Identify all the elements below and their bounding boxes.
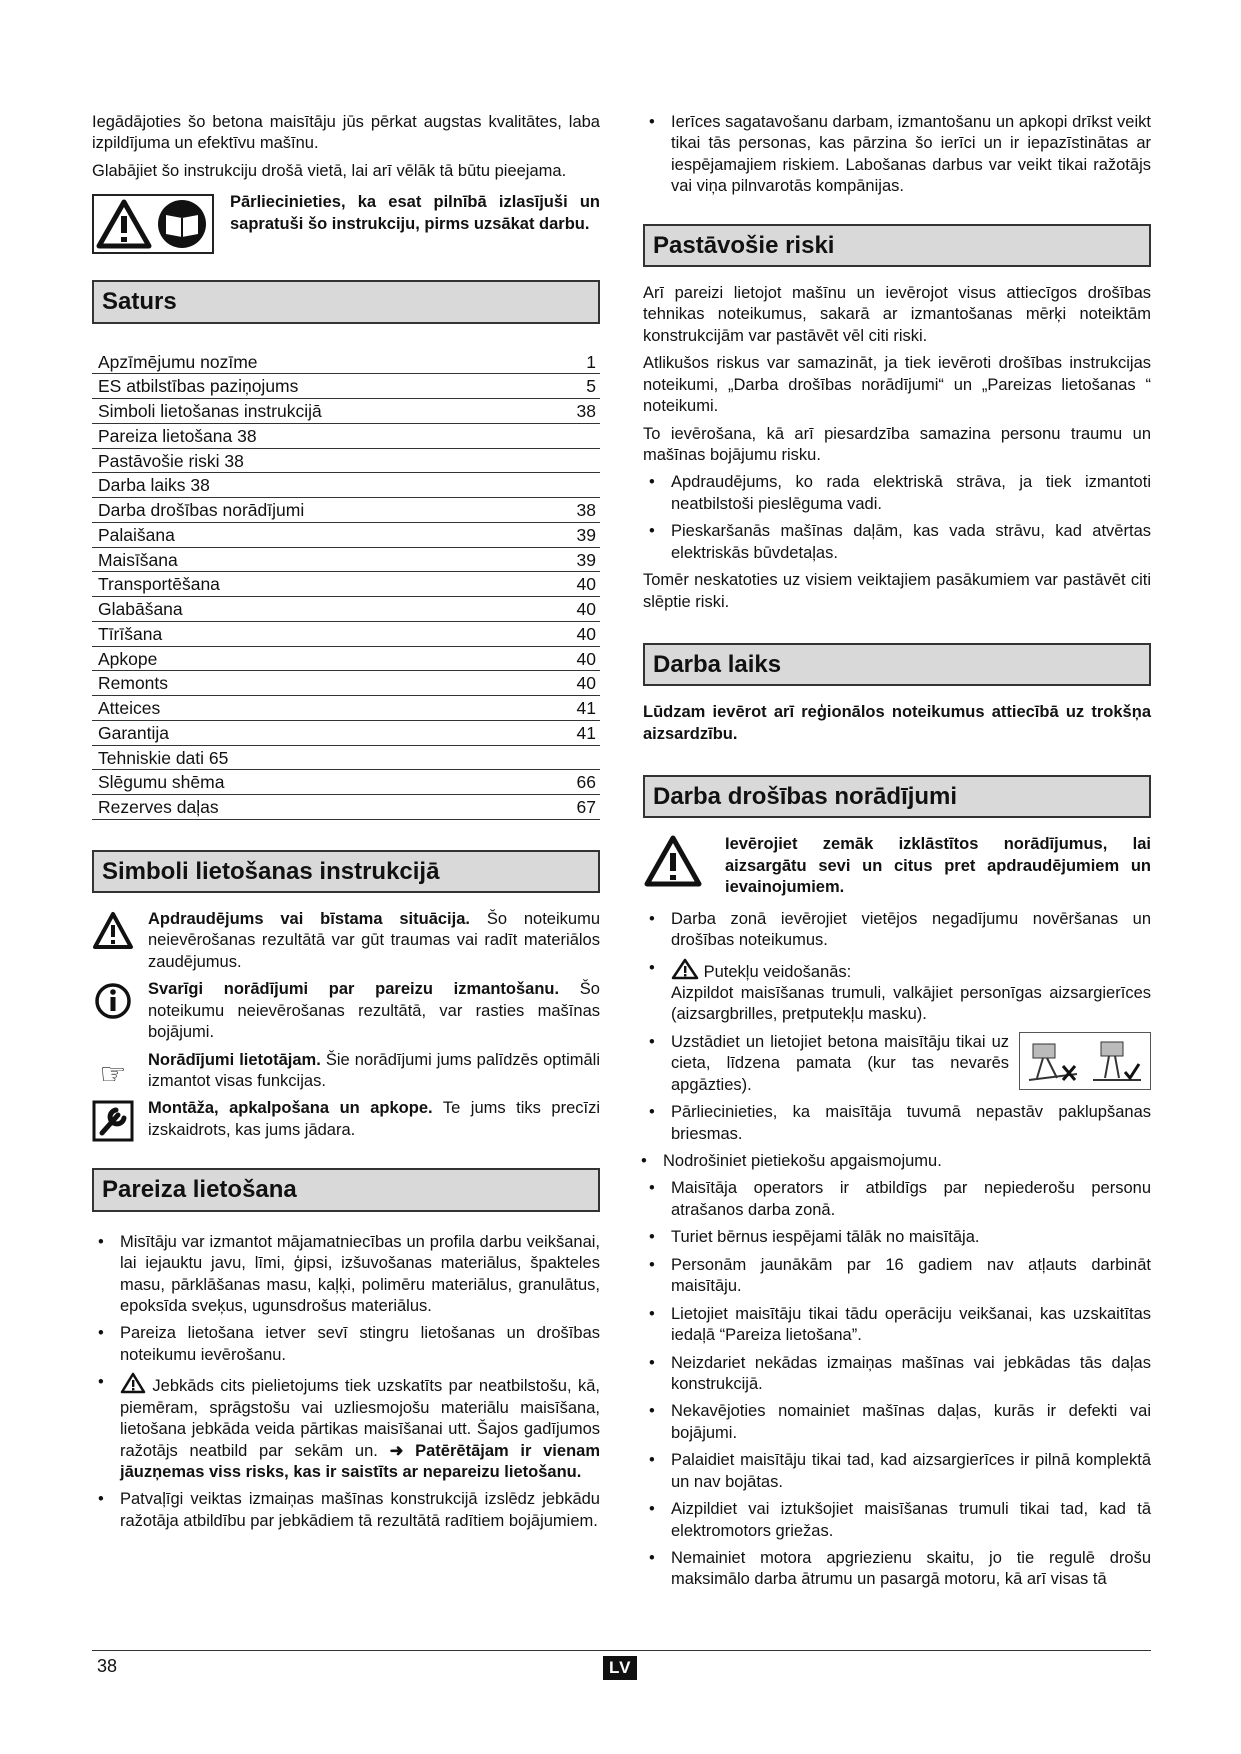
toc-row-label: Tehniskie dati 65 [92,745,530,770]
toc-row [92,399,600,424]
safety-heading: Darba drošības norādījumi [643,775,1151,818]
toc-row [92,745,600,770]
left-column [92,112,600,1538]
toc-row-label: Simboli lietošanas instrukcijā [92,399,530,424]
toc-row-page: 1 [530,350,600,374]
toc-row [92,572,600,597]
toc-row-label: Remonts [92,671,530,696]
toc-row-page [530,745,600,770]
toc-row-page: 39 [530,547,600,572]
list-item: • Misītāju var izmantot mājamatniecības un profila darbu veikšanai, lai iejauktu javu, līmi, ģipsi, izšuvošanas materiālus, špakteles masu, pārklāšanas masu, kaļķi, polimēru materiālus, granulātus, epoksīda sveķus, ugunsdrošus materiālus. [92,1232,600,1318]
list-item: • Nekavējoties nomainiet mašīnas daļas, kurās ir defekti vai bojājumi. [643,1401,1151,1444]
symbol-maintenance [92,1098,600,1142]
list-item: • Pieskaršanās mašīnas daļām, kas vada strāvu, kad atvērtas elektriskās būvdetaļas. [643,521,1151,564]
pointing-hand-icon: ☞ [99,1057,127,1091]
dust-text: Aizpildot maisīšanas trumuli, valkājiet personīgas aizsargierīces (aizsargbrilles, pretputekļu masku). [671,983,1151,1024]
toc-row-label: Slēgumu shēma [92,770,530,795]
toc-row-page [530,448,600,473]
symbol-important-title: Svarīgi norādījumi par pareizu izmantošanu. [148,980,560,999]
toc-row-label: Garantija [92,720,530,745]
toc-row [92,720,600,745]
wrench-icon [92,1100,134,1142]
safety-warning-text: Ievērojiet zemāk izklāstītos norādījumus, lai aizsargātu sevi un citus pret apdraudējumiem un ievainojumiem. [725,835,1151,897]
intro-paragraph-2: Glabājiet šo instrukciju drošā vietā, lai arī vēlāk tā būtu pieejama. [92,161,567,180]
toc-row [92,374,600,399]
list-item: • Pareiza lietošana ietver sevī stingru lietošanas un drošības noteikumu ievērošanu. [92,1323,600,1366]
risks-paragraph-1: Arī pareizi lietojot mašīnu un ievērojot visus attiecīgos drošības tehnikas noteikumus, sakarā ar izmantošanas mērķi noteiktām konstrukcijām var pastāvēt vēl citi riski. [643,283,1151,345]
table-of-contents [92,350,600,820]
symbol-danger-text: Šo noteikumu neievērošanas rezultātā var gūt traumas vai radīt materiālos zaudējumus. [148,909,600,971]
toc-row [92,770,600,795]
list-item: • Darba zonā ievērojiet vietējos negadījumu novēršanas un drošības noteikumus. [643,909,1151,952]
list-item: • Pārliecinieties, ka maisītāja tuvumā nepastāv paklupšanas briesmas. [643,1102,1151,1145]
read-manual-icon [154,198,210,250]
language-badge: LV [603,1656,637,1680]
worktime-heading: Darba laiks [643,643,1151,686]
warning-triangle-icon [671,958,699,980]
toc-row-label: Apkope [92,646,530,671]
risks-list [643,472,1151,564]
safety-warning [643,834,1151,904]
toc-row-label: Rezerves daļas [92,795,530,820]
right-column [643,112,1151,1597]
symbol-user-note [92,1050,600,1093]
toc-row-label: Glabāšana [92,597,530,622]
toc-row [92,522,600,547]
toc-row-page: 40 [530,671,600,696]
symbol-maintenance-title: Montāža, apkalpošana un apkope. [148,1099,433,1118]
toc-row-page: 67 [530,795,600,820]
info-circle-icon [93,981,133,1021]
toc-row-label: Darba drošības norādījumi [92,498,530,523]
toc-row [92,795,600,820]
toc-row [92,597,600,622]
symbol-maintenance-text: Te jums tiks precīzi izskaidrots, kas jums jādara. [148,1099,600,1139]
symbol-important [92,979,600,1043]
symbol-danger-title: Apdraudējums vai bīstama situācija. [148,909,470,928]
toc-row-page: 41 [530,720,600,745]
list-item: • Maisītāja operators ir atbildīgs par nepiederošu personu atrašanos darba zonā. [643,1178,1151,1221]
list-item: • Lietojiet maisītāju tikai tādu operāciju veikšanai, kas uzskaitītas iedaļā “Pareiza lietošana”. [643,1304,1151,1347]
symbol-user-note-title: Norādījumi lietotājam. [148,1050,321,1069]
read-manual-warning-text: Pārliecinieties, ka esat pilnībā izlasījuši un sapratuši šo instrukciju, pirms uzsākat darbu. [230,193,600,233]
stable-ground-text: Uzstādiet un lietojiet betona maisītāju tikai uz cieta, līdzena pamata (kur tas nevarēs apgāzties). [671,1032,1009,1094]
usage-misuse-bold: Patērētājam ir vienam jāuzņemas viss risks, kas ir saistīts ar nepareizu lietošanu. [120,1441,600,1481]
list-item: • Patvaļīgi veiktas izmaiņas mašīnas konstrukcijā izslēdz jebkādu ražotāja atbildību par jebkādiem tā rezultātā radītiem bojājumiem. [92,1489,600,1532]
list-item: • Nodrošiniet pietiekošu apgaismojumu. [635,1151,1151,1172]
toc-row-label: Pastāvošie riski 38 [92,448,530,473]
warning-triangle-icon [644,834,702,888]
arrow-icon: ➜ [389,1441,404,1460]
symbol-user-note-text: Šie norādījumi jums palīdzēs optimāli izmantot visas funkcijas. [148,1050,600,1090]
toc-row-page: 40 [530,621,600,646]
toc-row [92,498,600,523]
risks-heading: Pastāvošie riski [643,224,1151,267]
toc-row-page: 41 [530,696,600,721]
toc-row [92,696,600,721]
toc-row-page: 66 [530,770,600,795]
list-item: • Personām jaunākām par 16 gadiem nav atļauts darbināt maisītāju. [643,1255,1151,1298]
toc-row [92,646,600,671]
mixer-tipping-image [1023,1036,1083,1086]
toc-row-page: 38 [530,498,600,523]
mixer-stable-image [1087,1036,1147,1086]
symbol-important-text: Šo noteikumu neievērošanas rezultātā, var rasties mašīnas bojājumi. [148,980,600,1042]
list-item: • Neizdariet nekādas izmaiņas mašīnas vai jebkādas tās daļas konstrukcijā. [643,1353,1151,1396]
list-item: • Ierīces sagatavošanu darbam, izmantošanu un apkopi drīkst veikt tikai tās personas, kas pārzina šo ierīci un ir iepazīstinātas ar iespējamajiem riskiem. Labošanas darbus var veikt tikai ražotājs vai viņa pilnvarotās kompānijas. [643,112,1151,198]
dust-heading: Putekļu veidošanās: [699,962,852,981]
toc-row [92,671,600,696]
toc-row-label: Transportēšana [92,572,530,597]
toc-row-label: Pareiza lietošana 38 [92,423,530,448]
list-item: • Nemainiet motora apgriezienu skaitu, jo tie regulē drošu maksimālo darba ātrumu un pasargā motoru, kā arī visas tā [643,1548,1151,1591]
symbol-danger [92,909,600,973]
qualified-persons-list [643,112,1151,198]
worktime-paragraph: Lūdzam ievērot arī reģionālos noteikumus attiecībā uz trokšņa aizsardzību. [643,703,1151,743]
warning-and-manual-icons [92,194,214,254]
risks-paragraph-4: Tomēr neskatoties uz visiem veiktajiem pasākumiem var pastāvēt citi slēptie riski. [643,571,1151,611]
toc-row-label: Tīrīšana [92,621,530,646]
warning-triangle-icon [120,1372,146,1394]
toc-row-page: 40 [530,572,600,597]
intro-paragraph-1: Iegādājoties šo betona maisītāju jūs pērkat augstas kvalitātes, laba izpildījuma un efektīvu mašīnu. [92,113,600,153]
usage-list [92,1232,600,1533]
toc-row-label: Maisīšana [92,547,530,572]
usage-heading: Pareiza lietošana [92,1168,600,1211]
toc-row-label: ES atbilstības paziņojums [92,374,530,399]
usage-misuse-text: Jebkāds cits pielietojums tiek uzskatīts par neatbilstošu, kā, piemēram, sprāgstošu vai uzliesmojošu materiālu maisīšana, lietošana jebkāda veida pārtikas maisīšanai utt. Šajos gadījumos ražotājs neatbild par sekām un. [120,1377,600,1460]
list-item [92,1372,600,1483]
toc-row-label: Atteices [92,696,530,721]
toc-row [92,621,600,646]
symbols-heading: Simboli lietošanas instrukcijā [92,850,600,893]
warning-triangle-icon [96,198,152,250]
list-item [643,958,1151,1026]
warning-triangle-icon [92,911,134,951]
read-manual-warning [92,190,600,254]
list-item: • Palaidiet maisītāju tikai tad, kad aizsargierīces ir pilnā komplektā un nav bojātas. [643,1450,1151,1493]
list-item [643,1032,1151,1096]
toc-row-page: 38 [530,399,600,424]
toc-row-page: 39 [530,522,600,547]
risks-paragraph-3: To ievērošana, kā arī piesardzība samazina personu traumu un mašīnas bojājumu risku. [643,424,1151,464]
list-item: • Apdraudējums, ko rada elektriskā strāva, ja tiek izmantoti neatbilstoši pieslēguma vadi. [643,472,1151,515]
toc-row [92,448,600,473]
list-item: • Turiet bērnus iespējami tālāk no maisītāja. [643,1227,1151,1248]
toc-row-label: Darba laiks 38 [92,473,530,498]
page-number: 38 [97,1656,118,1676]
toc-heading: Saturs [92,280,600,323]
toc-row [92,423,600,448]
footer-divider [92,1650,1151,1651]
list-item: • Aizpildiet vai iztukšojiet maisīšanas trumuli tikai tad, kad tā elektromotors griežas. [643,1499,1151,1542]
toc-row-page [530,473,600,498]
safety-list [643,909,1151,1591]
toc-row-page [530,423,600,448]
risks-paragraph-2: Atlikušos riskus var samazināt, ja tiek ievēroti drošības instrukcijas noteikumi, „Darba drošības norādījumi“ un „Pareizas lietošanas “ noteikumi. [643,354,1151,416]
toc-row-page: 5 [530,374,600,399]
toc-row [92,350,600,374]
toc-row-label: Apzīmējumu nozīme [92,350,530,374]
toc-row [92,473,600,498]
toc-row-page: 40 [530,597,600,622]
toc-row-page: 40 [530,646,600,671]
toc-row [92,547,600,572]
stable-ground-illustration [1019,1032,1151,1090]
toc-row-label: Palaišana [92,522,530,547]
